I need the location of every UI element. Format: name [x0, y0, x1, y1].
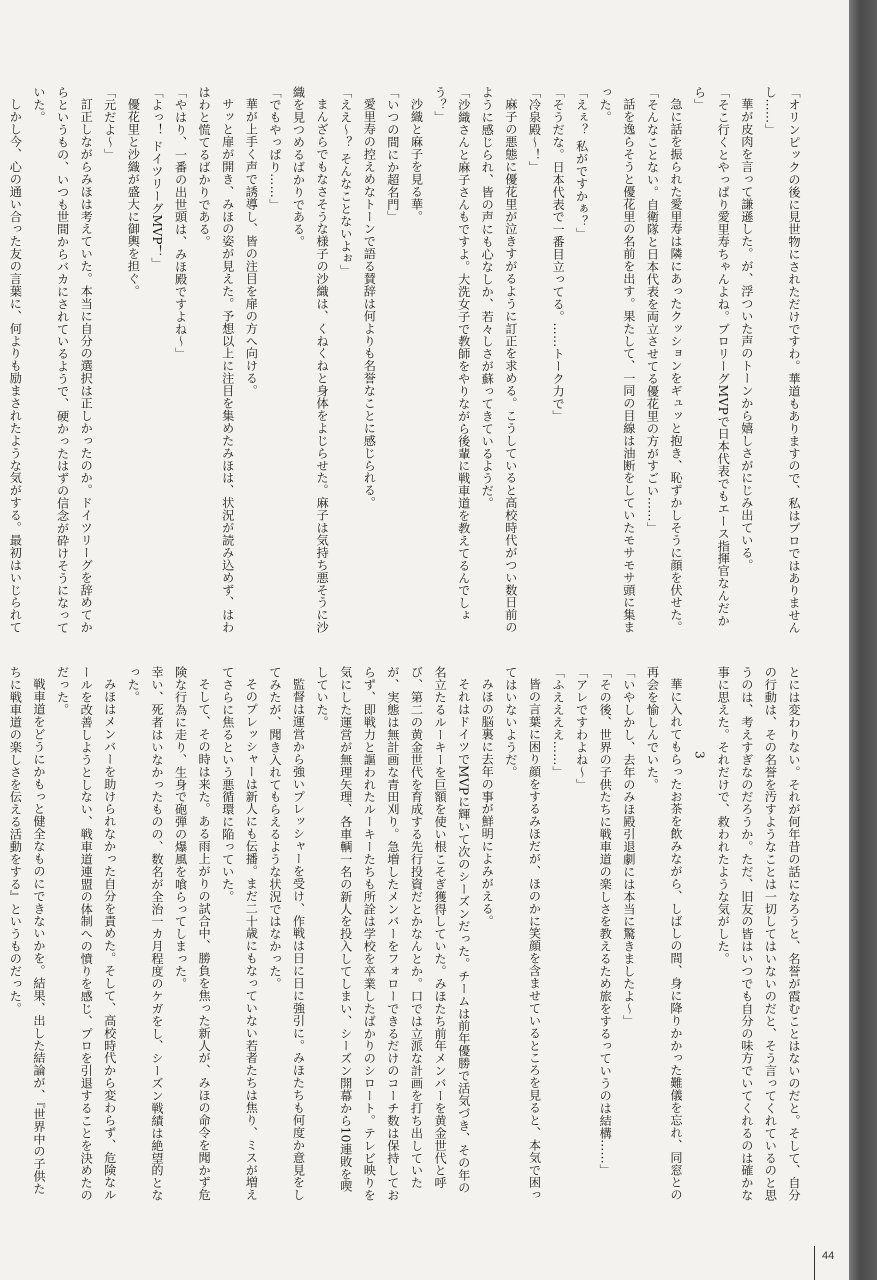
paragraph: 「ええ～？ そんなことないよぉ」: [338, 86, 353, 277]
paragraph: 華が皮肉を言って謙遜した。が、浮ついた声のトーンから嬉しさがにじみ出ている。: [739, 98, 754, 572]
page-edge-strip: [849, 0, 877, 1280]
page-number: 44: [822, 1250, 835, 1262]
paragraph: 監督は運営から強いプレッシャーを受け、作戦は日に日に強引に。みほたちも何度か意見をしてみたが、聞き入れてもらえるような状況ではなかった。: [267, 666, 306, 1202]
paragraph: 「よっ！ ドイツリーグMVP！」: [149, 86, 164, 270]
paragraph: [0, 666, 3, 1204]
paragraph: 「冷泉殿～！」: [527, 86, 542, 174]
paragraph: そして、その時は来た。ある雨上がりの試合中、勝負を焦った新人が、みほの命令を聞かず危険な行為に走り、生身で砲弾の爆風を喰らってしまった。: [173, 666, 212, 1202]
paragraph: 話を逸らそうと優花里の名前を出す。果たして、一同の目線は油断をしていたモサモサ頭に集まった。: [598, 86, 636, 634]
paragraph: みほはメンバーを助けられなかった自分を責めた。そして、高校時代から変わらず、危険なルールを改善しようとしない、戦車道連盟の体制への憤りを感じ、プロを引退することを決めたのだった。: [55, 666, 117, 1202]
paragraph: 華が上手く声で誘導し、皆の注目を扉の方へ向ける。: [244, 98, 259, 397]
paragraph: 麻子の悪態に優花里が泣きすがるように訂正を求める。こうしていると高校時代がつい数日前のように感じられ、皆の声にも心なしか、若々しさが蘇ってきているようだ。: [480, 86, 518, 634]
paragraph: 「そうだな。日本代表で一番目立ってる。……トーク力で」: [551, 86, 566, 423]
paragraph: 訂正しながらみほは考えていた。本当に自分の選択は正しかったのか。ドイツリーグを辞めてからというもの、いつも世間からバカにされているようで、硬かったはずの信念が砕けそうになっていた。: [32, 86, 94, 634]
paragraph: 幸い、死者はいなかったものの、数名が全治一カ月程度のケガをし、シーズン戦績は絶望的となった。: [126, 666, 164, 1202]
paragraph: そのプレッシャーは新人にも伝播。まだ二十歳にもなっていない若者たちは焦り、ミスが増えてさらに焦るという悪循環に陥っていた。: [220, 666, 259, 1202]
paragraph: 「オリンピックの後に見世物にされただけですわ。華道もありますので、私はプロではありませんし……」: [763, 86, 801, 634]
paragraph: それはドイツでMVPに輝いて次のシーズンだった。チームは前年優勝で活気づき、その年の名立たるルーキーを巨額を使い根こそぎ獲得していた。みほたち前年メンバーを黄金世代と呼び、第二の黄金世代を育成する先行投資だとかなんとか。口では立派な計画を打ち出していたが、実態は無計画な青田刈り。急増したメンバーをフォローできるだけのコーチ数は保持しておらず、即戦力と謳われたルーキーたちも所詮は学校を卒業したばかりのシロート。テレビ映りを気にした運営が無理矢理、各車輌一名の新人を投入してしまい、シーズン開幕から10連敗を喫していた。: [315, 666, 471, 1202]
paragraph: サッと扉が開き、みほの姿が見えた。予想以上に注目を集めたみほは、状況が読み込めず、はわはわと慌てるばかりである。: [197, 86, 235, 634]
paragraph: 「そこ行くとやっぱり愛里寿ちゃんよね。プロリーグMVPで日本代表でもエース指揮官なんだから」: [692, 86, 731, 627]
paragraph: 「その後、世界の子供たちに戦車道の楽しさを教えるため旅をするっていうのは結構……」: [598, 666, 613, 1177]
paragraph: 「やはり、一番の出世頭は、みほ殿ですよね～」: [173, 86, 188, 360]
paragraph: 沙織と麻子を見る華。: [409, 98, 424, 223]
paragraph: 「沙織さんと麻子さんもですよ。大洗女子で教師をやりながら後輩に戦車道を教えてるんでしょう？」: [433, 86, 471, 622]
paragraph: とには変わりない。それが何年昔の話になろうと、名誉が霞むことはないのだと。そして、自分の行動は、その名誉を汚すようなことは一切してはいないのだと、そう言ってくれているのと思うのは、考えすぎなのだろうか。ただ、旧友の皆はいつでも自分の味方でいてくれるのは確かな事に思えた。それだけで、救われたような気がした。: [716, 666, 801, 1202]
paragraph: 急に話を振られた愛里寿は隣にあったクッションをギュッと抱き、恥ずかしそうに顔を伏せた。: [669, 98, 684, 634]
paragraph: 愛里寿の控えめなトーンで語る賛辞は何よりも名誉なことに感じられる。: [362, 98, 377, 510]
upper-text-column: [8, 86, 805, 634]
section-heading: 3: [692, 751, 707, 760]
paragraph: 「でもやっぱり……」: [267, 86, 282, 211]
page-number-divider: [814, 1246, 815, 1280]
paragraph: 「いやしかし、去年のみほ殿引退劇には本当に驚きましたよ～」: [621, 666, 636, 1028]
paragraph: 華に入れてもらったお茶を飲みながら、しばしの間、身に降りかかった難儀を忘れ、同窓との再会を愉しんでいた。: [645, 666, 684, 1202]
lower-text-column: [8, 666, 805, 1204]
paragraph: 「そんなことない。自衛隊と日本代表を両立させてる優花里の方がすごい……」: [645, 86, 660, 535]
paragraph: 「えぇ？ 私がですかぁ？」: [574, 86, 589, 240]
paragraph: 「ふええええ……」: [551, 666, 566, 779]
paragraph: みほの脳裏に去年の事が鮮明によみがえる。: [480, 678, 495, 928]
paragraph: 優花里と沙織が盛大に御輿を担ぐ。: [126, 98, 141, 298]
paragraph: しかし今、心の通い合った友の言葉に、何よりも励まされたような気がする。最初はいじられて: [8, 98, 23, 634]
paragraph: まんざらでもなさそうな様子の沙織は、くねくねと身体をよじらせた。麻子は気持ち悪そうに沙織を見つめるばかりである。: [291, 86, 330, 634]
paragraph: 戦車道をどうにかもっと健全なものにできないかを。結果、出した結論が、『世界中の子供たちに戦車道の楽しさを伝える活動をする』というものだった。: [8, 666, 46, 1195]
paragraph: 「アレですわよね～」: [574, 666, 589, 791]
paragraph: 「元だよ～」: [102, 86, 117, 161]
paragraph: 「いつの間にか超名門」: [385, 86, 400, 223]
paragraph: 皆の言葉に困り顔をするみほだが、ほのかに笑顔を含ませているところを見ると、本気で困ってはいないようだ。: [503, 666, 542, 1202]
